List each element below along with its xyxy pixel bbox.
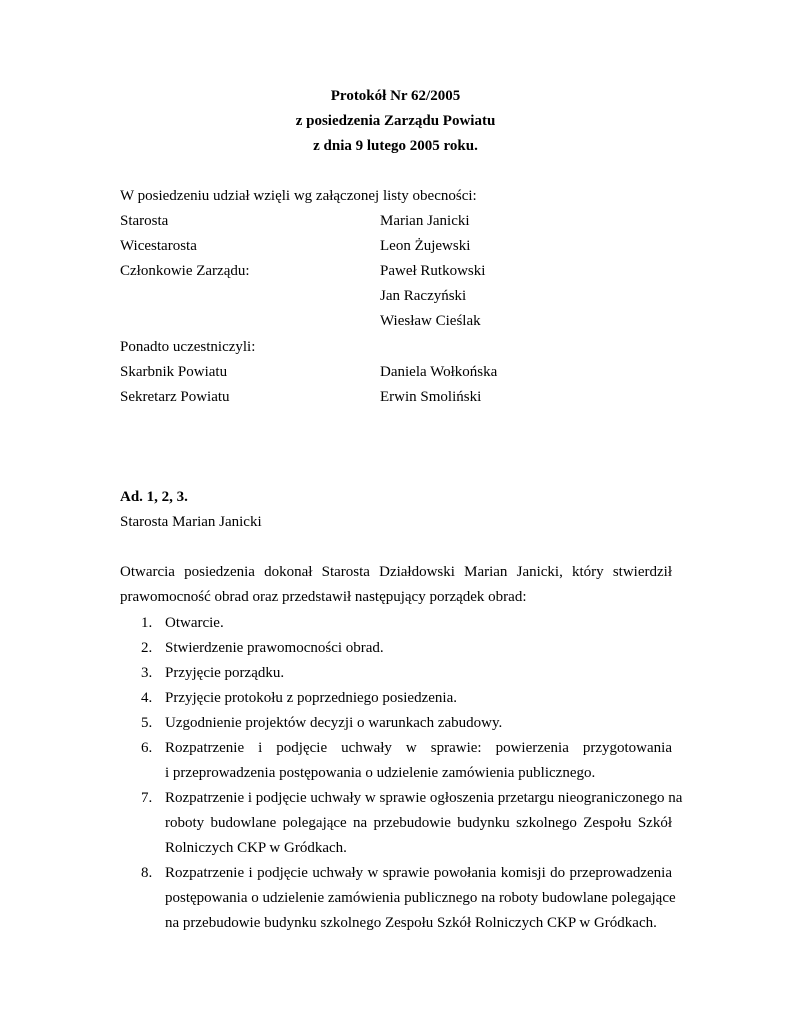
list-item-text: Rozpatrzenie i podjęcie uchwały w sprawie powołania komisji do przeprowadzenia <box>165 865 672 881</box>
attendance-name: Daniela Wołkońska <box>380 364 498 380</box>
paragraph-line: prawomocność obrad oraz przedstawił następujący porządek obrad: <box>120 589 527 605</box>
list-number: 3. <box>141 665 153 681</box>
list-number: 8. <box>141 865 153 881</box>
attendance-name: Jan Raczyński <box>380 288 467 304</box>
list-item-text: Przyjęcie porządku. <box>165 665 285 681</box>
list-item-text: na przebudowie budynku szkolnego Zespołu Szkół Rolniczych CKP w Gródkach. <box>165 915 657 931</box>
paragraph-line: Otwarcia posiedzenia dokonał Starosta Działdowski Marian Janicki, który stwierdził <box>120 564 672 580</box>
attendance-role: Skarbnik Powiatu <box>120 364 228 380</box>
title-line-1: Protokół Nr 62/2005 <box>330 88 461 104</box>
attendance-role: Starosta <box>120 213 169 229</box>
title-line-2: z posiedzenia Zarządu Powiatu <box>295 113 496 129</box>
list-number: 5. <box>141 715 153 731</box>
list-item-text: Stwierdzenie prawomocności obrad. <box>165 640 384 656</box>
list-number: 7. <box>141 790 153 806</box>
list-item-text: Rolniczych CKP w Gródkach. <box>165 840 347 856</box>
list-number: 4. <box>141 690 153 706</box>
attendance-name: Wiesław Cieślak <box>380 313 481 329</box>
list-item-text: postępowania o udzielenie zamówienia publicznego na roboty budowlane polegające <box>165 890 676 906</box>
list-item-text: Rozpatrzenie i podjęcie uchwały w sprawie: powierzenia przygotowania <box>165 740 672 756</box>
also-attending-label: Ponadto uczestniczyli: <box>120 339 256 355</box>
list-number: 6. <box>141 740 153 756</box>
attendance-name: Paweł Rutkowski <box>380 263 486 279</box>
list-item-text: Otwarcie. <box>165 615 224 631</box>
list-item-text: i przeprowadzenia postępowania o udzielenie zamówienia publicznego. <box>165 765 596 781</box>
attendance-role: Wicestarosta <box>120 238 197 254</box>
list-item-text: Rozpatrzenie i podjęcie uchwały w sprawie ogłoszenia przetargu nieograniczonego na <box>165 790 683 806</box>
list-number: 1. <box>141 615 153 631</box>
attendance-name: Erwin Smoliński <box>380 389 482 405</box>
attendance-name: Leon Żujewski <box>380 238 471 254</box>
attendance-role: Sekretarz Powiatu <box>120 389 230 405</box>
list-item-text: Uzgodnienie projektów decyzji o warunkach zabudowy. <box>165 715 503 731</box>
title-line-3: z dnia 9 lutego 2005 roku. <box>313 138 478 154</box>
list-number: 2. <box>141 640 153 656</box>
list-item-text: roboty budowlane polegające na przebudowie budynku szkolnego Zespołu Szkół <box>165 815 672 831</box>
section-speaker: Starosta Marian Janicki <box>120 514 262 530</box>
section-heading: Ad. 1, 2, 3. <box>120 489 188 505</box>
attendance-role: Członkowie Zarządu: <box>120 263 250 279</box>
attendance-intro: W posiedzeniu udział wzięli wg załączonej listy obecności: <box>120 188 477 204</box>
list-item-text: Przyjęcie protokołu z poprzedniego posiedzenia. <box>165 690 457 706</box>
attendance-name: Marian Janicki <box>380 213 470 229</box>
